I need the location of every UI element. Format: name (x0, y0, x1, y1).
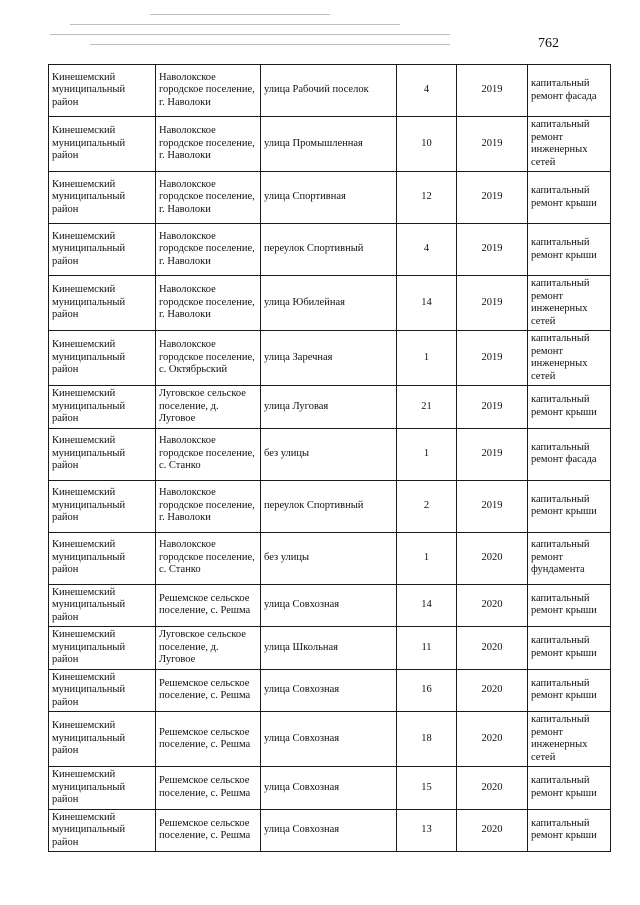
year-cell: 2020 (457, 669, 528, 712)
house-number-cell: 16 (397, 669, 457, 712)
work-type-cell: капитальный ремонт крыши (528, 480, 611, 532)
work-type-cell: капитальный ремонт инженерных сетей (528, 117, 611, 172)
work-type-cell: капитальный ремонт инженерных сетей (528, 331, 611, 386)
house-number-cell: 1 (397, 331, 457, 386)
street-cell: без улицы (261, 532, 397, 584)
district-cell: Кинешемский муниципальный район (49, 480, 156, 532)
table-row (49, 712, 611, 767)
table-row (49, 584, 611, 627)
year-cell: 2019 (457, 117, 528, 172)
district-cell: Кинешемский муниципальный район (49, 117, 156, 172)
scan-noise-header (30, 8, 500, 53)
table-row (49, 428, 611, 480)
year-cell: 2019 (457, 331, 528, 386)
table-row (49, 331, 611, 386)
street-cell: улица Совхозная (261, 584, 397, 627)
table-row (49, 65, 611, 117)
year-cell: 2019 (457, 428, 528, 480)
house-number-cell: 4 (397, 224, 457, 276)
table-row (49, 767, 611, 810)
district-cell: Кинешемский муниципальный район (49, 627, 156, 670)
house-number-cell: 1 (397, 428, 457, 480)
house-number-cell: 12 (397, 172, 457, 224)
work-type-cell: капитальный ремонт фасада (528, 65, 611, 117)
settlement-cell: Решемское сельское поселение, с. Решма (156, 712, 261, 767)
settlement-cell: Наволокское городское поселение, г. Наволоки (156, 480, 261, 532)
district-cell: Кинешемский муниципальный район (49, 767, 156, 810)
work-type-cell: капитальный ремонт фасада (528, 428, 611, 480)
street-cell: улица Луговая (261, 386, 397, 429)
street-cell: улица Юбилейная (261, 276, 397, 331)
district-cell: Кинешемский муниципальный район (49, 172, 156, 224)
year-cell: 2019 (457, 276, 528, 331)
house-number-cell: 14 (397, 584, 457, 627)
work-type-cell: капитальный ремонт инженерных сетей (528, 712, 611, 767)
table-row (49, 532, 611, 584)
street-cell: улица Совхозная (261, 809, 397, 852)
table-row (49, 669, 611, 712)
district-cell: Кинешемский муниципальный район (49, 428, 156, 480)
house-number-cell: 18 (397, 712, 457, 767)
street-cell: улица Совхозная (261, 669, 397, 712)
table-row (49, 276, 611, 331)
table-row (49, 627, 611, 670)
year-cell: 2020 (457, 712, 528, 767)
work-type-cell: капитальный ремонт крыши (528, 627, 611, 670)
district-cell: Кинешемский муниципальный район (49, 331, 156, 386)
year-cell: 2020 (457, 584, 528, 627)
street-cell: переулок Спортивный (261, 224, 397, 276)
house-number-cell: 21 (397, 386, 457, 429)
street-cell: улица Заречная (261, 331, 397, 386)
house-number-cell: 15 (397, 767, 457, 810)
settlement-cell: Решемское сельское поселение, с. Решма (156, 809, 261, 852)
settlement-cell: Наволокское городское поселение, г. Наволоки (156, 172, 261, 224)
year-cell: 2020 (457, 809, 528, 852)
settlement-cell: Наволокское городское поселение, г. Наволоки (156, 65, 261, 117)
work-type-cell: капитальный ремонт фундамента (528, 532, 611, 584)
year-cell: 2020 (457, 627, 528, 670)
settlement-cell: Наволокское городское поселение, с. Станко (156, 532, 261, 584)
house-number-cell: 2 (397, 480, 457, 532)
work-type-cell: капитальный ремонт крыши (528, 386, 611, 429)
settlement-cell: Решемское сельское поселение, с. Решма (156, 767, 261, 810)
street-cell: улица Совхозная (261, 767, 397, 810)
house-number-cell: 4 (397, 65, 457, 117)
street-cell: переулок Спортивный (261, 480, 397, 532)
table-row (49, 172, 611, 224)
district-cell: Кинешемский муниципальный район (49, 386, 156, 429)
house-number-cell: 11 (397, 627, 457, 670)
work-type-cell: капитальный ремонт крыши (528, 224, 611, 276)
house-number-cell: 13 (397, 809, 457, 852)
street-cell: улица Промышленная (261, 117, 397, 172)
district-cell: Кинешемский муниципальный район (49, 276, 156, 331)
year-cell: 2019 (457, 386, 528, 429)
year-cell: 2020 (457, 767, 528, 810)
year-cell: 2019 (457, 65, 528, 117)
work-type-cell: капитальный ремонт крыши (528, 172, 611, 224)
settlement-cell: Наволокское городское поселение, г. Наволоки (156, 117, 261, 172)
settlement-cell: Наволокское городское поселение, с. Октябрьский (156, 331, 261, 386)
street-cell: без улицы (261, 428, 397, 480)
settlement-cell: Наволокское городское поселение, с. Станко (156, 428, 261, 480)
district-cell: Кинешемский муниципальный район (49, 712, 156, 767)
table-row (49, 117, 611, 172)
district-cell: Кинешемский муниципальный район (49, 584, 156, 627)
street-cell: улица Спортивная (261, 172, 397, 224)
table-row (49, 809, 611, 852)
table-row (49, 386, 611, 429)
settlement-cell: Наволокское городское поселение, г. Наволоки (156, 224, 261, 276)
district-cell: Кинешемский муниципальный район (49, 809, 156, 852)
year-cell: 2020 (457, 532, 528, 584)
settlement-cell: Решемское сельское поселение, с. Решма (156, 584, 261, 627)
settlement-cell: Решемское сельское поселение, с. Решма (156, 669, 261, 712)
district-cell: Кинешемский муниципальный район (49, 669, 156, 712)
district-cell: Кинешемский муниципальный район (49, 224, 156, 276)
page-number: 762 (538, 36, 559, 51)
settlement-cell: Наволокское городское поселение, г. Наволоки (156, 276, 261, 331)
settlement-cell: Луговское сельское поселение, д. Луговое (156, 386, 261, 429)
table-row (49, 480, 611, 532)
street-cell: улица Рабочий поселок (261, 65, 397, 117)
table-row (49, 224, 611, 276)
house-number-cell: 10 (397, 117, 457, 172)
street-cell: улица Школьная (261, 627, 397, 670)
work-type-cell: капитальный ремонт крыши (528, 584, 611, 627)
work-type-cell: капитальный ремонт инженерных сетей (528, 276, 611, 331)
work-type-cell: капитальный ремонт крыши (528, 809, 611, 852)
house-number-cell: 14 (397, 276, 457, 331)
settlement-cell: Луговское сельское поселение, д. Луговое (156, 627, 261, 670)
work-type-cell: капитальный ремонт крыши (528, 767, 611, 810)
street-cell: улица Совхозная (261, 712, 397, 767)
year-cell: 2019 (457, 480, 528, 532)
house-number-cell: 1 (397, 532, 457, 584)
year-cell: 2019 (457, 224, 528, 276)
year-cell: 2019 (457, 172, 528, 224)
district-cell: Кинешемский муниципальный район (49, 65, 156, 117)
housing-repair-table (48, 64, 611, 852)
district-cell: Кинешемский муниципальный район (49, 532, 156, 584)
work-type-cell: капитальный ремонт крыши (528, 669, 611, 712)
